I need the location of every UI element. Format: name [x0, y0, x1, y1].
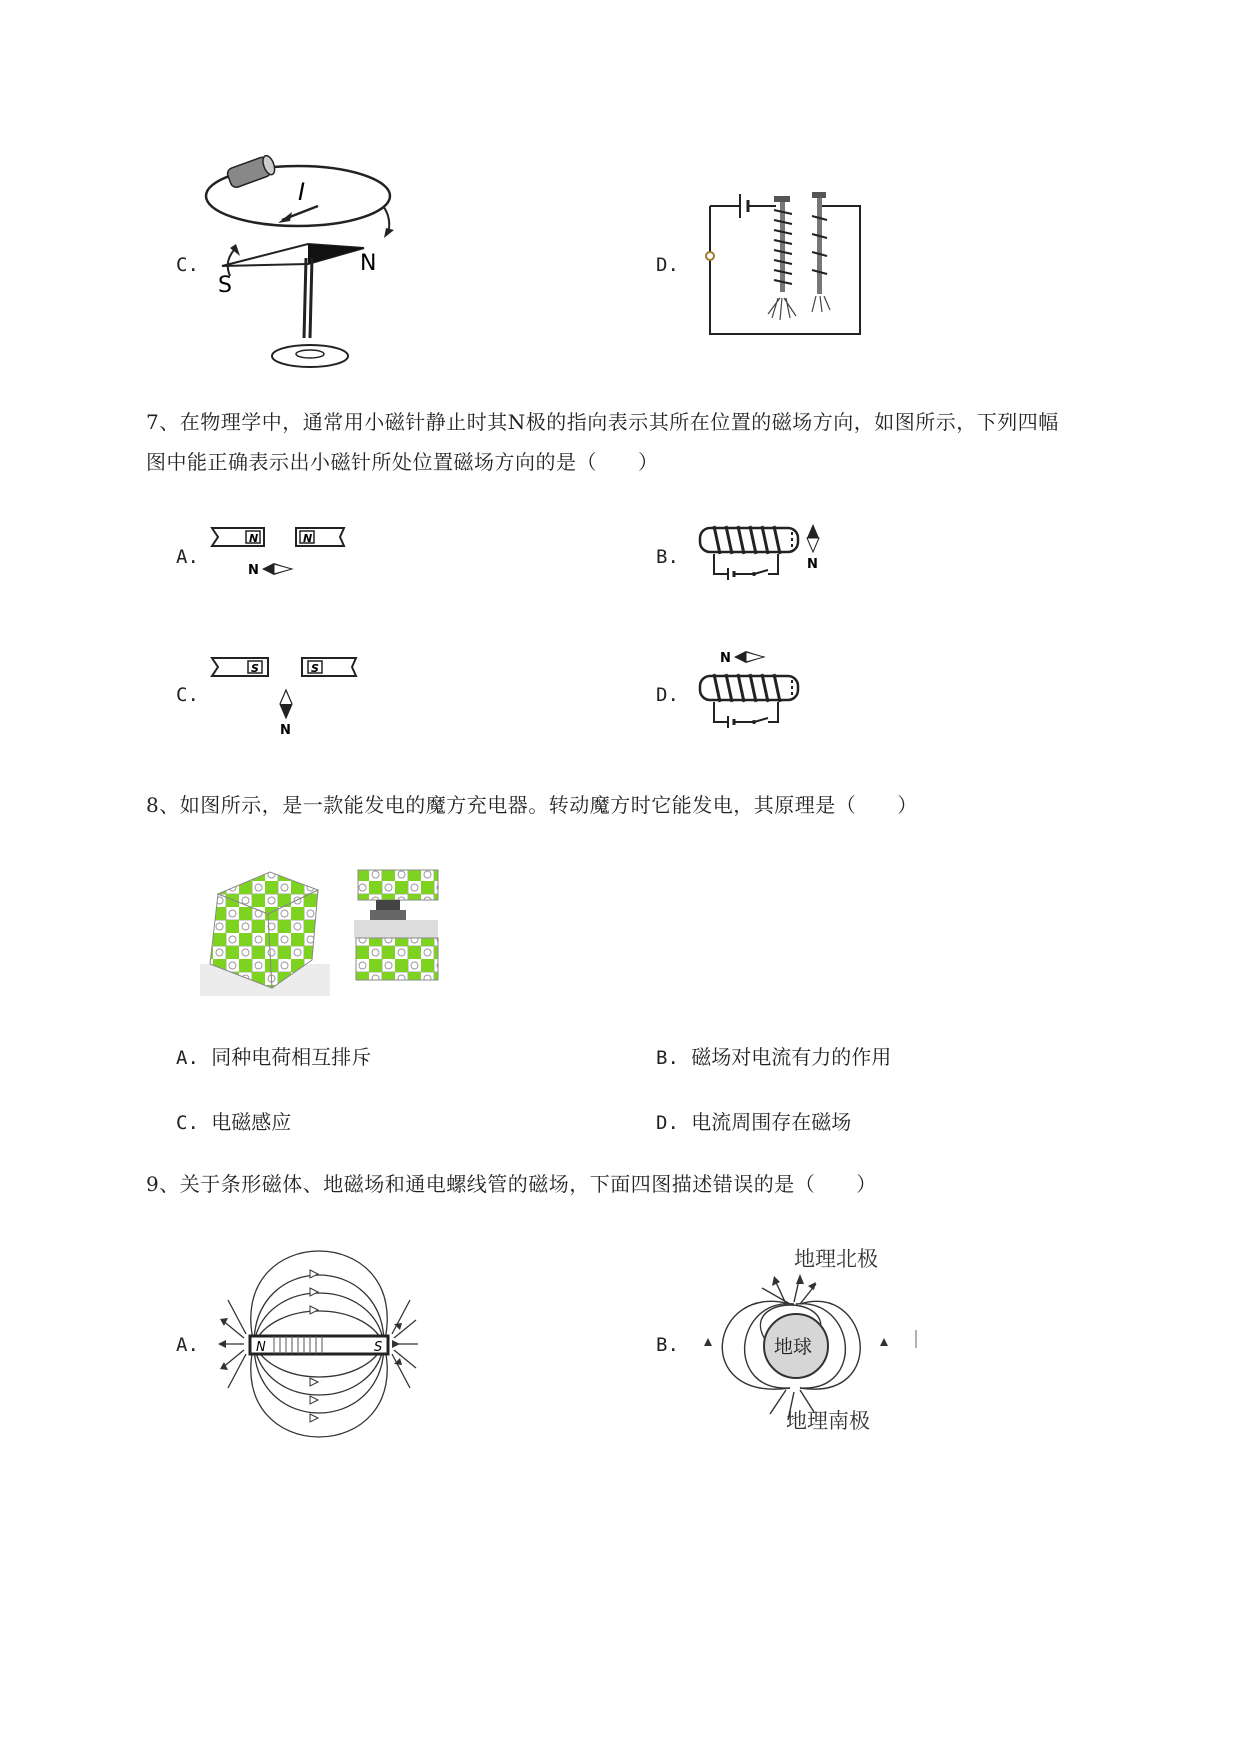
- q8-option-b[interactable]: [656, 1041, 891, 1070]
- q8-option-a-text: 同种电荷相互排斥: [211, 1045, 372, 1069]
- q7-option-c-label: C.: [176, 684, 199, 706]
- q7-fig-a-two-n-magnets: [210, 524, 350, 584]
- q9-option-a-label: A.: [176, 1334, 199, 1356]
- q6-fig-c-compass-loop: [200, 148, 400, 373]
- geo-north-label: 地理北极: [794, 1247, 878, 1271]
- fig-c-current-label: I: [298, 178, 306, 206]
- fig-7a-pole-1: N: [249, 532, 259, 545]
- q6-option-d-label: D.: [656, 254, 679, 276]
- fig-9a-n: N: [256, 1340, 266, 1355]
- q7-option-a-label: A.: [176, 546, 199, 568]
- q7-question-line-2: 图中能正确表示出小磁针所处位置磁场方向的是（ ）: [146, 450, 659, 474]
- q8-question: 8、如图所示，是一款能发电的魔方充电器。转动魔方时它能发电，其原理是（ ）: [146, 793, 918, 817]
- q7-fig-c-two-s-magnets: [210, 654, 362, 740]
- q8-option-c-label: C.: [176, 1112, 199, 1134]
- q8-option-b-label: B.: [656, 1047, 679, 1069]
- q8-option-d-label: D.: [656, 1112, 679, 1134]
- fig-7c-needle-n: N: [280, 723, 291, 738]
- q8-option-c[interactable]: [176, 1106, 291, 1135]
- q8-option-d-text: 电流周围存在磁场: [691, 1110, 852, 1134]
- fig-7c-pole-2: S: [311, 662, 319, 675]
- fig-7c-pole-1: S: [251, 662, 259, 675]
- fig-7a-pole-2: N: [303, 532, 313, 545]
- q9-option-b-label: B.: [656, 1334, 679, 1356]
- q7-option-b-label: B.: [656, 546, 679, 568]
- q8-option-b-text: 磁场对电流有力的作用: [691, 1045, 892, 1069]
- q8-option-d[interactable]: [656, 1106, 851, 1135]
- q6-fig-d-electromagnet-nails: [700, 186, 865, 338]
- q7-fig-b-solenoid: [688, 522, 828, 590]
- earth-label: 地球: [774, 1336, 813, 1358]
- fig-9a-s: S: [374, 1340, 383, 1355]
- q7-option-d-label: D.: [656, 684, 679, 706]
- q8-option-a[interactable]: [176, 1041, 371, 1070]
- geo-south-label: 地理南极: [786, 1409, 870, 1433]
- q7-fig-d-solenoid: [688, 646, 828, 740]
- fig-7a-needle-n: N: [248, 563, 259, 578]
- fig-7b-needle-n: N: [807, 557, 818, 572]
- q9-fig-b-geomagnetic-field: [690, 1242, 930, 1438]
- q7-question-line-1: 7、在物理学中，通常用小磁针静止时其N极的指向表示其所在位置的磁场方向，如图所示，下列四幅: [146, 410, 1059, 434]
- q8-option-c-text: 电磁感应: [211, 1110, 292, 1134]
- q9-fig-a-bar-magnet-field: [214, 1240, 424, 1446]
- q6-option-c-label: C.: [176, 254, 199, 276]
- fig-7d-needle-n: N: [720, 651, 731, 666]
- q8-fig-cube-charger: [200, 868, 440, 996]
- fig-c-n-label: N: [360, 251, 377, 276]
- q8-option-a-label: A.: [176, 1047, 199, 1069]
- fig-c-s-label: S: [218, 273, 232, 298]
- q9-question: 9、关于条形磁体、地磁场和通电螺线管的磁场，下面四图描述错误的是（ ）: [146, 1172, 877, 1196]
